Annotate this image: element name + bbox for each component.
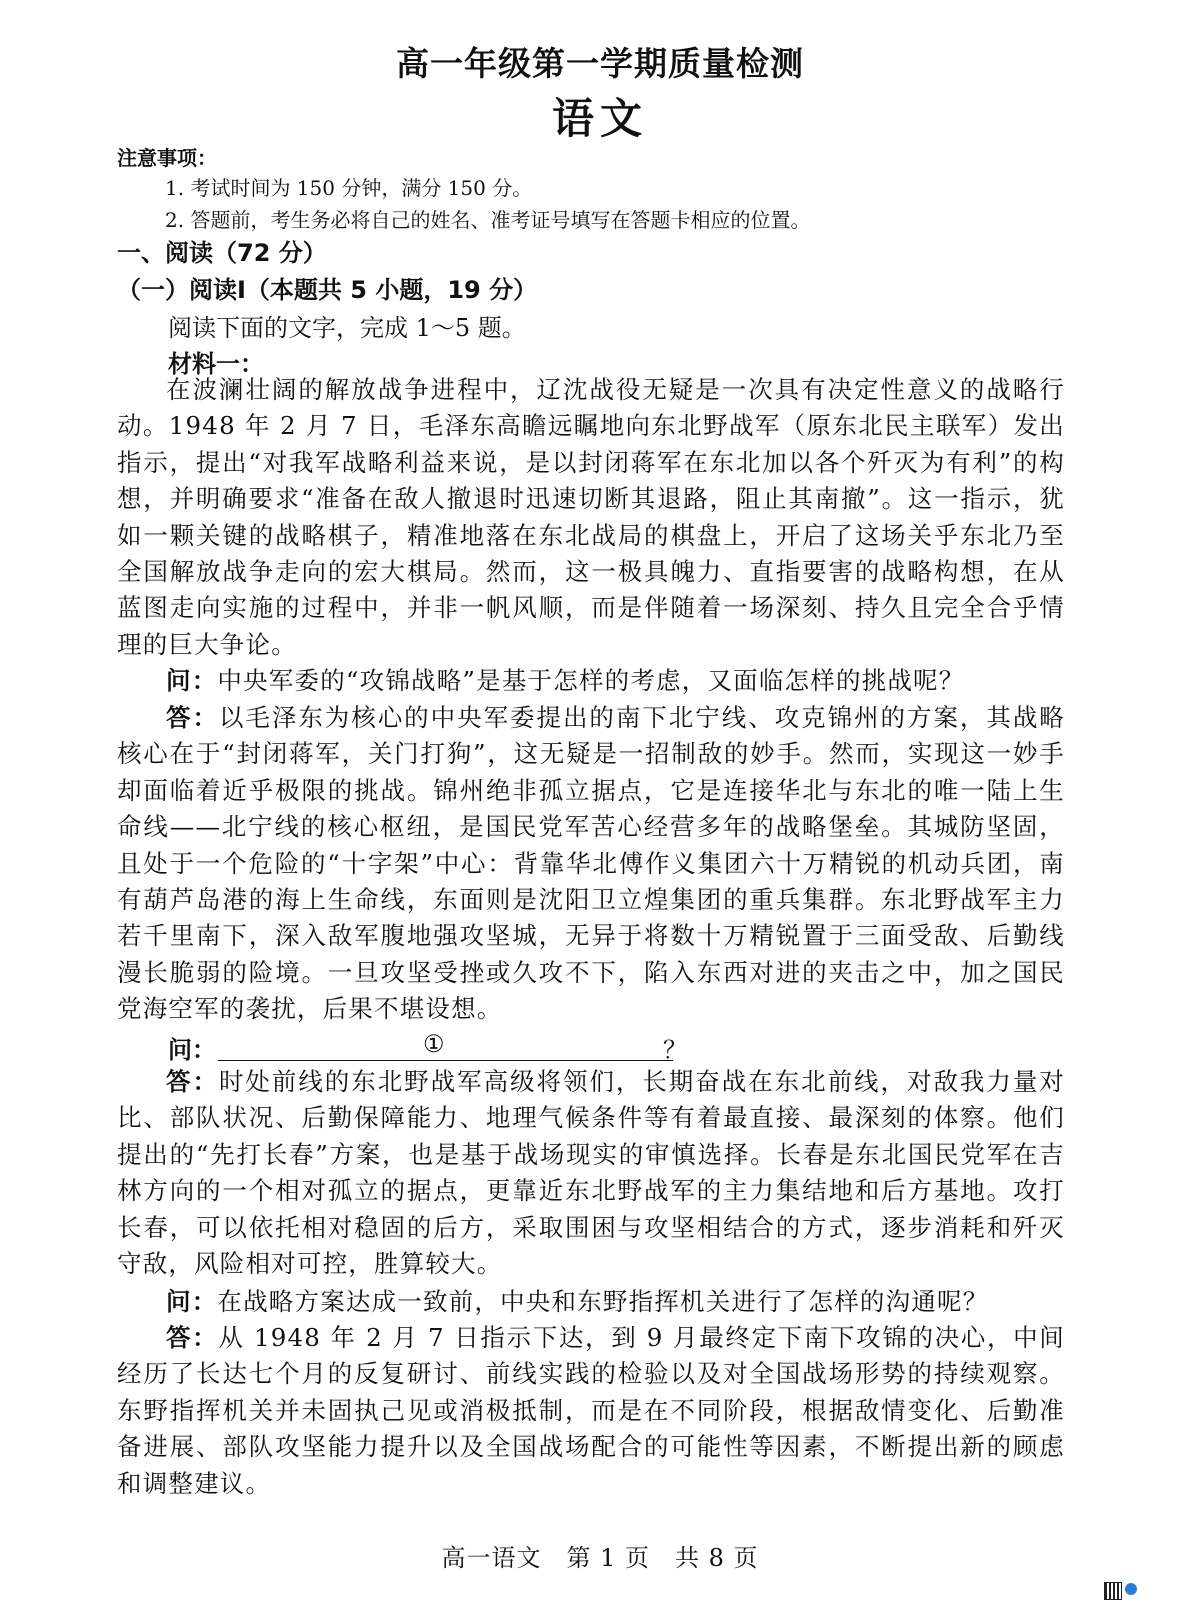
question-label: 问： [168,1036,216,1064]
answer-text: 以毛泽东为核心的中央军委提出的南下北宁线、攻克锦州的方案，其战略核心在于“封闭蒋军，关门打狗”，这无疑是一招制敌的妙手。然而，实现这一妙手却面临着近乎极限的挑战。锦州绝非孤立据点，它是连接华北与东北的唯一陆上生命线——北宁线的核心枢纽，是国民党军苦心经营多年的战略堡垒。其城防坚固，且处于一个危险的“十字架”中心：背靠华北傅作义集团六十万精锐的机动兵团，南有葫芦岛港的海上生命线，东面则是沈阳卫立煌集团的重兵集群。东北野战军主力若千里南下，深入敌军腹地强攻坚城，无异于将数十万精锐置于三面受敌、后勤线漫长脆弱的险境。一旦攻坚受挫或久攻不下，陷入东西对进的夹击之中，加之国民党海空军的袭扰，后果不堪设想。 [117,703,1065,1024]
notice-item: 2. 答题前，考生务必将自己的姓名、准考证号填写在答题卡相应的位置。 [165,208,811,232]
question-label: 问： [166,666,218,695]
question-text: 中央军委的“攻锦战略”是基于怎样的考虑，又面临怎样的挑战呢？ [217,666,965,695]
question-text: 在战略方案达成一致前，中央和东野指挥机关进行了怎样的沟通呢？ [217,1287,989,1316]
answer-label: 答： [166,703,219,732]
section-subtitle: （一）阅读Ⅰ（本题共 5 小题，19 分） [117,276,538,304]
page-footer: 高一语文 第 1 页 共 8 页 [441,1544,759,1572]
question-2-blank [168,1030,688,1066]
paragraph-intro: 在波澜壮阔的解放战争进程中，辽沈战役无疑是一次具有决定性意义的战略行动。1948 年 2 月 7 日，毛泽东高瞻远瞩地向东北野战军（原东北民主联军）发出指示，提出“对我军战略利益来说，是以封闭蒋军在东北加以各个歼灭为有利”的构想，并明确要求“准备在敌人撤退时迅速切断其退路，阻止其南撤”。这一指示，犹如一颗关键的战略棋子，精准地落在东北战局的棋盘上，开启了这场关乎东北乃至全国解放战争走向的宏大棋局。然而，这一极具魄力、直指要害的战略构想，在从蓝图走向实施的过程中，并非一帆风顺，而是伴随着一场深刻、持久且完全合乎情理的巨大争论。 [117,375,1065,659]
qr-code-icon [1104,1582,1122,1600]
section-title: 一、阅读（72 分） [117,239,327,267]
notice-heading: 注意事项： [117,146,217,170]
question-label: 问： [166,1287,218,1316]
answer-2 [117,1064,1065,1282]
watermark-logo-icon [1125,1583,1137,1595]
watermark-text-icon [1140,1583,1180,1595]
question-mark: ？ [663,1036,687,1064]
question-1 [117,663,1065,699]
blank-marker: ① [423,1030,445,1058]
subject-title: 语文 [551,94,648,143]
answer-1 [117,700,1065,1028]
material-label: 材料一： [168,350,264,378]
answer-text: 时处前线的东北野战军高级将领们，长期奋战在东北前线，对敌我力量对比、部队状况、后勤保障能力、地理气候条件等有着最直接、最深刻的体察。他们提出的“先打长春”方案，也是基于战场现实的审慎选择。长春是东北国民党军在吉林方向的一个相对孤立的据点，更靠近东北野战军的主力集结地和后方基地。攻打长春，可以依托相对稳固的后方，采取围困与攻坚相结合的方式，逐步消耗和歼灭守敌，风险相对可控，胜算较大。 [117,1067,1065,1279]
answer-label: 答： [166,1323,219,1352]
question-3 [117,1284,1065,1320]
answer-3 [117,1320,1065,1502]
notice-item: 1. 考试时间为 150 分钟，满分 150 分。 [165,176,533,200]
answer-label: 答： [166,1067,219,1096]
instruction: 阅读下面的文字，完成 1～5 题。 [168,314,526,342]
answer-text: 从 1948 年 2 月 7 日指示下达，到 9 月最终定下南下攻锦的决心，中间经历了长达七个月的反复研讨、前线实践的检验以及对全国战场形势的持续观察。东野指挥机关并未固执己见或消极抵制，而是在不同阶段，根据敌情变化、后勤准备进展、部队攻坚能力提升以及全国战场配合的可能性等因素，不断提出新的顾虑和调整建议。 [117,1323,1065,1498]
exam-title: 高一年级第一学期质量检测 [396,44,804,83]
fill-blank-line [218,1060,673,1061]
